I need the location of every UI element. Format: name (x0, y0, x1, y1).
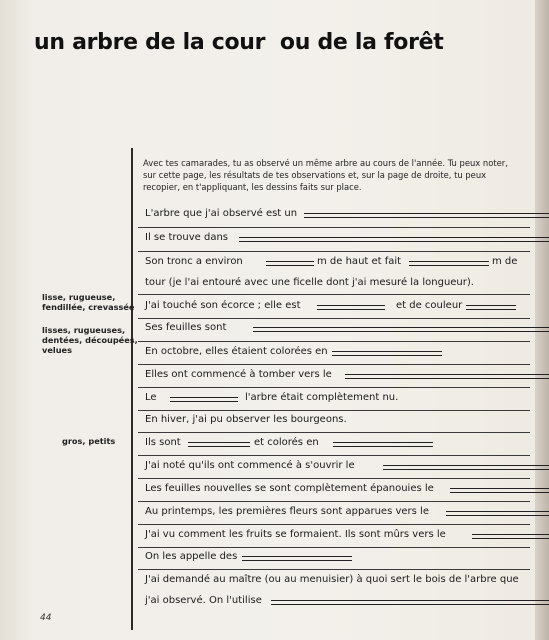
blank-usage-bois[interactable] (271, 600, 549, 601)
margin-note-bourgeons: gros, petits (62, 436, 116, 446)
separator-line (138, 547, 530, 548)
separator-line (138, 455, 530, 456)
separator-line (138, 478, 530, 479)
separator-line (138, 410, 530, 411)
blank-nom-fruits[interactable] (242, 556, 352, 557)
blank-espece[interactable] (304, 213, 549, 214)
separator-line (138, 227, 530, 228)
separator-line (138, 318, 530, 319)
blank-date-epanouies[interactable] (450, 488, 549, 489)
intro-paragraph: Avec tes camarades, tu as observé un même arbre au cours de l'année. Tu peux noter, sur cette page, les résultats de tes observations et, sur la page de droite, tu peux recopier, en t'appliquant, les dessins faits sur place. (143, 158, 508, 192)
blank-date-fruits[interactable] (472, 534, 549, 535)
blank-date-ouverture[interactable] (383, 465, 549, 466)
blank-ecorce-couleur[interactable] (466, 305, 516, 306)
margin-note-feuilles: lisses, rugueuses, dentées, découpées, velues (42, 325, 138, 355)
separator-line (138, 501, 530, 502)
blank-date-fleurs[interactable] (446, 511, 549, 512)
blank-date-chute[interactable] (345, 374, 549, 375)
separator-line (138, 524, 530, 525)
blank-couleur-octobre[interactable] (332, 351, 442, 352)
page-number: 44 (40, 613, 52, 623)
blank-date-nu[interactable] (170, 397, 238, 398)
blank-hauteur[interactable] (266, 261, 314, 262)
separator-line (138, 341, 530, 342)
separator-line (138, 364, 530, 365)
blank-lieu[interactable] (239, 237, 549, 238)
blank-taille-bourgeons[interactable] (188, 442, 250, 443)
separator-line (138, 294, 530, 295)
separator-line (138, 387, 530, 388)
page-binding-edge (535, 0, 549, 640)
blank-feuilles[interactable] (253, 327, 549, 328)
separator-line (138, 251, 530, 252)
separator-line (138, 432, 530, 433)
separator-line (138, 569, 530, 570)
blank-tour[interactable] (409, 261, 489, 262)
margin-note-ecorce: lisse, rugueuse, fendillée, crevassée (42, 292, 135, 312)
page-title: un arbre de la cour ou de la forêt (34, 30, 444, 55)
margin-rule (131, 148, 133, 630)
blank-ecorce-texture[interactable] (317, 305, 385, 306)
blank-couleur-bourgeons[interactable] (333, 442, 433, 443)
